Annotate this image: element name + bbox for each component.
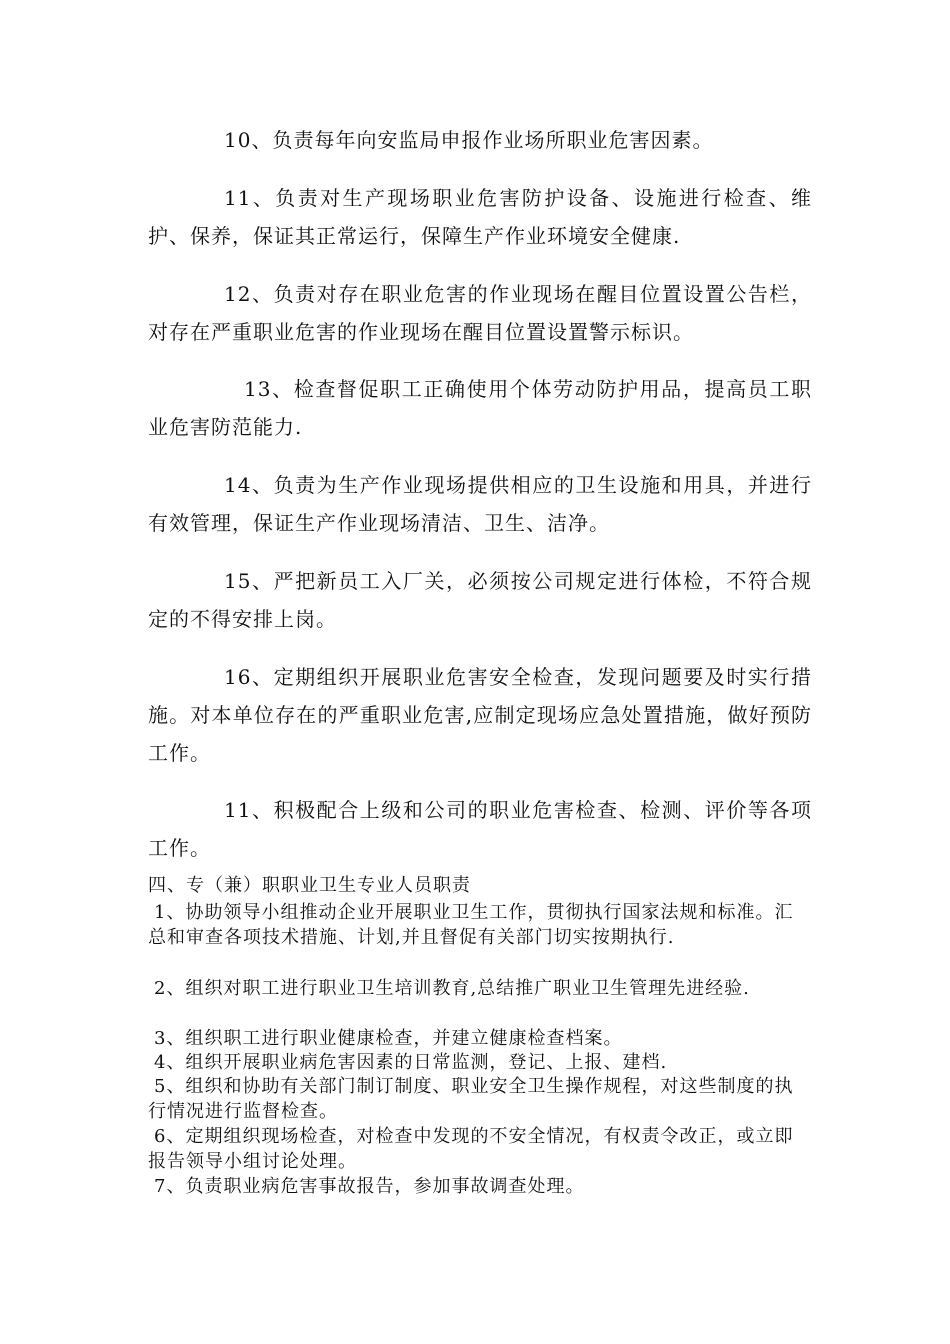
list-item: 5、组织和协助有关部门制订制度、职业安全卫生操作规程，对这些制度的执行情况进行监督检查。 (148, 1076, 794, 1122)
paragraph-11b: 11、积极配合上级和公司的职业危害检查、检测、评价等各项工作。 (148, 798, 812, 860)
list-item: 6、定期组织现场检查，对检查中发现的不安全情况，有权责令改正，或立即报告领导小组讨论处理。 (148, 1126, 794, 1172)
paragraph-11: 11、负责对生产现场职业危害防护设备、设施进行检查、维护、保养，保证其正常运行，保障生产作业环境安全健康. (148, 186, 812, 248)
paragraph-14: 14、负责为生产作业现场提供相应的卫生设施和用具，并进行有效管理，保证生产作业现场清洁、卫生、洁净。 (148, 473, 812, 535)
paragraph-13: 13、检查督促职工正确使用个体劳动防护用品，提高员工职业危害防范能力. (148, 377, 812, 439)
list-item: 3、组织职工进行职业健康检查，并建立健康检查档案。 (154, 1028, 623, 1049)
paragraph-15: 15、严把新员工入厂关，必须按公司规定进行体检，不符合规定的不得安排上岗。 (148, 569, 812, 631)
paragraph-10: 10、负责每年向安监局申报作业场所职业危害因素。 (224, 128, 714, 152)
list-item: 7、负责职业病危害事故报告，参加事故调查处理。 (154, 1176, 585, 1197)
section-heading: 四、专（兼）职职业卫生专业人员职责 (148, 875, 471, 896)
list-item: 4、组织开展职业病危害因素的日常监测，登记、上报、建档. (154, 1052, 668, 1073)
list-item: 1、协助领导小组推动企业开展职业卫生工作，贯彻执行国家法规和标准。汇总和审查各项技术措施、计划,并且督促有关部门切实按期执行. (148, 902, 794, 948)
list-item: 2、组织对职工进行职业卫生培训教育,总结推广职业卫生管理先进经验. (154, 978, 750, 999)
paragraph-12: 12、负责对存在职业危害的作业现场在醒目位置设置公告栏，对存在严重职业危害的作业现场在醒目位置设置警示标识。 (148, 282, 812, 344)
paragraph-16: 16、定期组织开展职业危害安全检查，发现问题要及时实行措施。对本单位存在的严重职业危害,应制定现场应急处置措施，做好预防工作。 (148, 665, 812, 765)
